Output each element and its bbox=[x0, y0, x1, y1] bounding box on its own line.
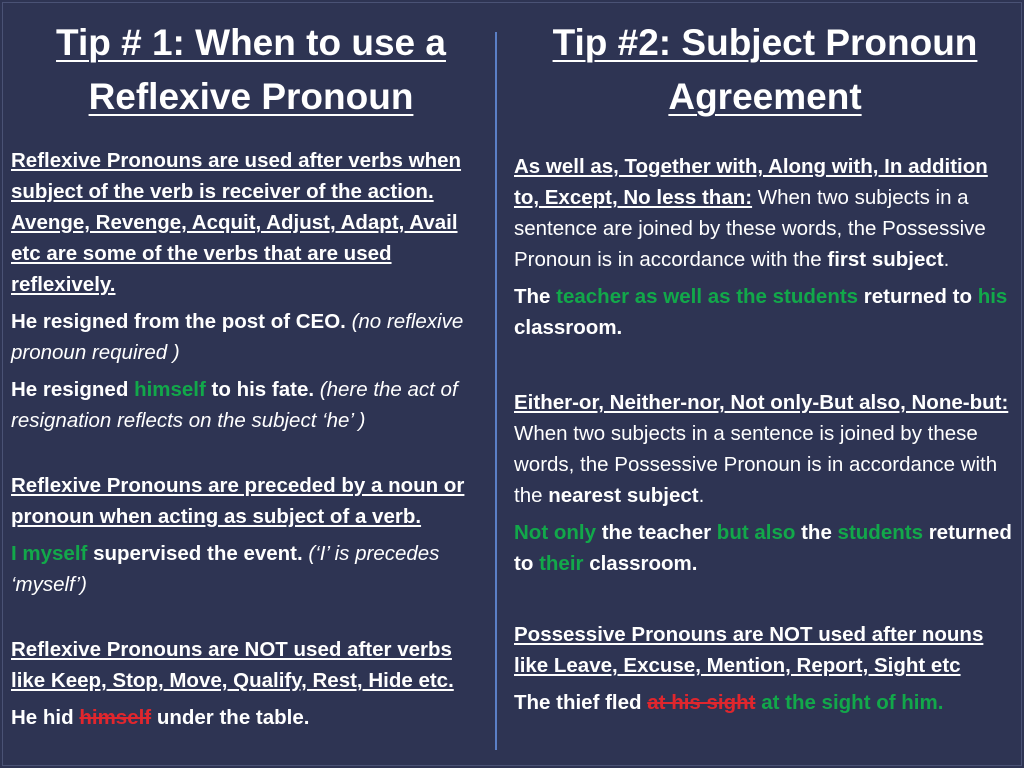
tip1-body bbox=[11, 145, 491, 733]
tip1-example4-struck: himself bbox=[79, 706, 152, 729]
tip2-example2-g3: students bbox=[837, 521, 923, 544]
tip2-example3-correct: at the sight of him. bbox=[761, 691, 944, 714]
tip2-example2-w1: the teacher bbox=[601, 521, 712, 544]
tip1-title-line1: Tip # 1: When to use a bbox=[56, 22, 446, 63]
tip1-example2-highlight: himself bbox=[134, 378, 206, 401]
tip2-example2-w2: the bbox=[801, 521, 832, 544]
tip1-example1-sentence: He resigned from the post of CEO. bbox=[11, 310, 346, 333]
tip2-example2-w4: classroom. bbox=[589, 552, 698, 575]
tip1-example1-note: (no reflexive pronoun required ) bbox=[11, 310, 464, 364]
column-divider bbox=[495, 32, 497, 750]
tip2-example1-g2: his bbox=[977, 285, 1008, 308]
tip1-example3-highlight: I myself bbox=[11, 542, 88, 565]
tip2-example1 bbox=[514, 281, 1016, 343]
tip1-column bbox=[11, 16, 491, 739]
tip2-example2 bbox=[514, 517, 1016, 579]
tip1-example2 bbox=[11, 374, 491, 436]
tip2-column bbox=[514, 16, 1016, 724]
tip2-rule2-head: Either-or, Neither-nor, Not only-But also, None-but: bbox=[514, 391, 1009, 414]
tip1-example4-before: He hid bbox=[11, 706, 74, 729]
tip2-example2-w3: returned to bbox=[514, 521, 1012, 575]
tip1-title bbox=[11, 16, 491, 124]
tip2-example1-w3: classroom. bbox=[514, 316, 623, 339]
tip2-title bbox=[514, 16, 1016, 124]
tip2-rule2-text: When two subjects in a sentence is joined by these words, the Possessive Pronoun is in accordance with the bbox=[514, 422, 998, 507]
tip1-example2-after: to his fate. bbox=[211, 378, 315, 401]
tip2-rule1-bold: first subject bbox=[827, 248, 944, 271]
tip2-title-line2: Agreement bbox=[668, 76, 862, 117]
tip2-rule2 bbox=[514, 387, 1016, 511]
tip2-example2-g2: but also bbox=[716, 521, 796, 544]
tip2-rule1-head: As well as, Together with, Along with, In addition to, Except, No less than: bbox=[514, 155, 988, 209]
tip1-rule1: Reflexive Pronouns are used after verbs when subject of the verb is receiver of the action. Avenge, Revenge, Acquit, Adjust, Adapt, Avail etc are some of the verbs that are used reflexively. bbox=[11, 149, 462, 296]
tip1-example3 bbox=[11, 538, 491, 600]
tip2-example3-before: The thief fled bbox=[514, 691, 642, 714]
tip2-body bbox=[514, 151, 1016, 718]
tip1-example2-note: (here the act of resignation reflects on the subject ‘he’ ) bbox=[11, 378, 458, 432]
tip2-example1-w1: The bbox=[514, 285, 551, 308]
tip2-example3-struck: at his sight bbox=[647, 691, 756, 714]
tip1-example2-before: He resigned bbox=[11, 378, 129, 401]
tip2-rule1-text: When two subjects in a sentence are joined by these words, the Possessive Pronoun is in accordance with the bbox=[514, 186, 986, 271]
tip1-example3-after: supervised the event. bbox=[93, 542, 303, 565]
tip1-rule2: Reflexive Pronouns are preceded by a noun or pronoun when acting as subject of a verb. bbox=[11, 474, 465, 528]
tip1-example3-note: (‘I’ is precedes ‘myself’) bbox=[11, 542, 440, 596]
tip2-rule2-bold: nearest subject bbox=[548, 484, 699, 507]
tip1-title-line2: Reflexive Pronoun bbox=[88, 76, 414, 117]
tip1-example4-after: under the table. bbox=[156, 706, 310, 729]
tip2-rule3: Possessive Pronouns are NOT used after nouns like Leave, Excuse, Mention, Report, Sight etc bbox=[514, 623, 984, 677]
tip2-rule1 bbox=[514, 151, 1016, 275]
tip2-example1-w2: returned to bbox=[863, 285, 972, 308]
tip2-example2-g4: their bbox=[539, 552, 584, 575]
tip2-rule1-end: . bbox=[943, 248, 950, 271]
tip2-title-line1: Tip #2: Subject Pronoun bbox=[552, 22, 978, 63]
tip1-example4 bbox=[11, 702, 491, 733]
tip2-example3 bbox=[514, 687, 1016, 718]
tip1-rule3: Reflexive Pronouns are NOT used after verbs like Keep, Stop, Move, Qualify, Rest, Hide etc. bbox=[11, 638, 454, 692]
tip2-example2-g1: Not only bbox=[514, 521, 596, 544]
tip1-example1 bbox=[11, 306, 491, 368]
tip2-rule2-end: . bbox=[698, 484, 705, 507]
tip2-example1-g1: teacher as well as the students bbox=[556, 285, 859, 308]
